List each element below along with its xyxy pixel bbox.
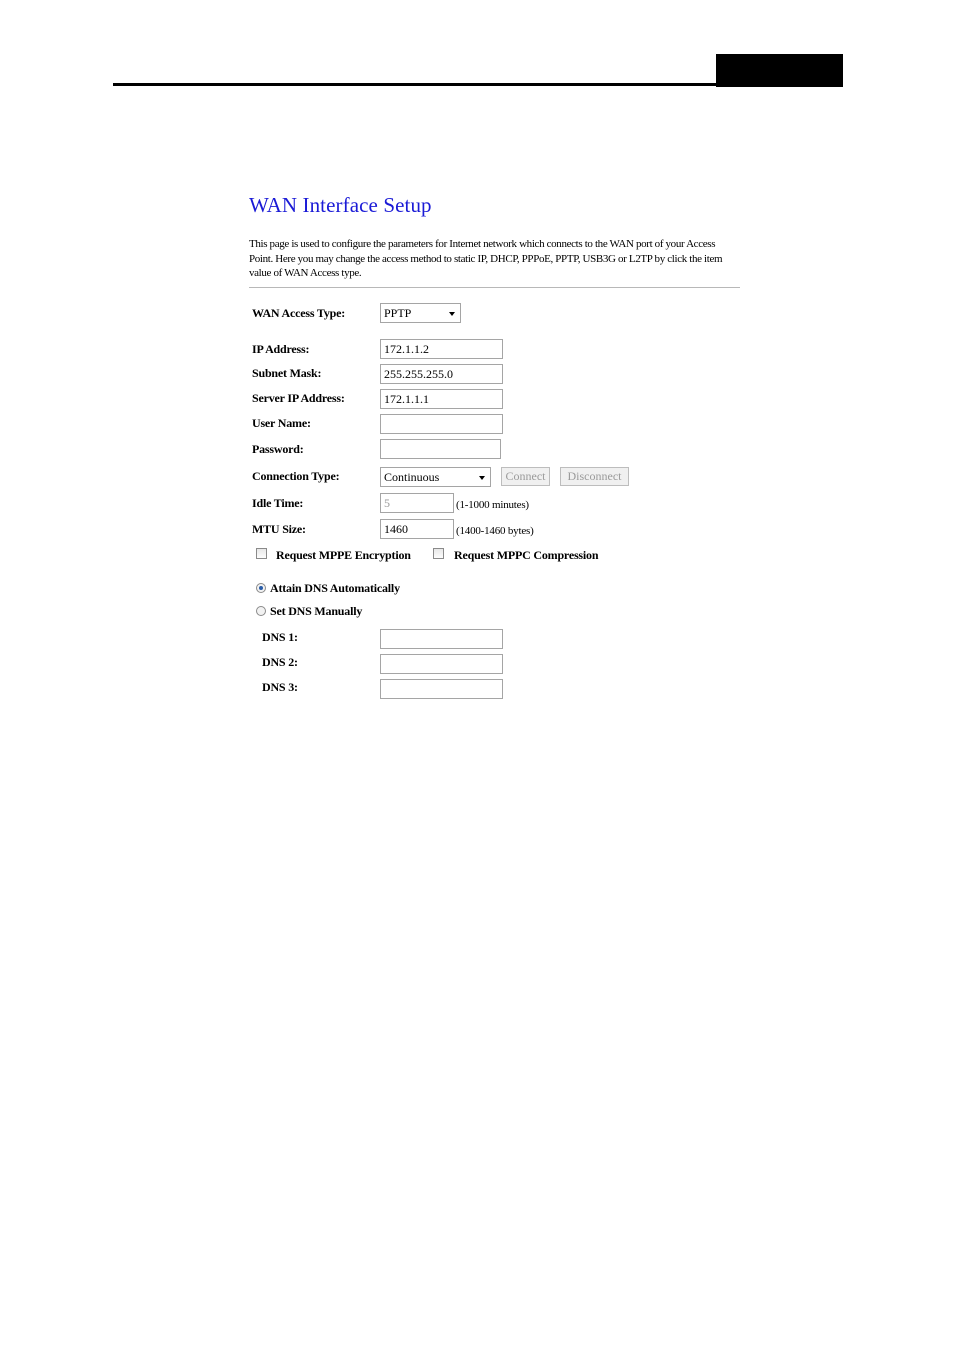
connection-type-select[interactable]: [380, 467, 491, 487]
password-input[interactable]: [380, 439, 501, 459]
server-ip-label: Server IP Address:: [252, 391, 345, 405]
mtu-size-label: MTU Size:: [252, 522, 306, 536]
server-ip-input[interactable]: 172.1.1.1: [380, 389, 503, 409]
dns2-input[interactable]: [380, 654, 503, 674]
connection-type-value: Continuous: [384, 470, 440, 484]
dropdown-arrow-icon: [479, 476, 485, 480]
mppc-checkbox[interactable]: [433, 548, 444, 559]
dns3-input[interactable]: [380, 679, 503, 699]
idle-time-input[interactable]: 5: [380, 493, 454, 513]
mtu-size-hint: (1400-1460 bytes): [456, 525, 534, 537]
header-rule: [113, 83, 716, 86]
mtu-size-input[interactable]: 1460: [380, 519, 454, 539]
ip-address-input[interactable]: 172.1.1.2: [380, 339, 503, 359]
ip-address-label: IP Address:: [252, 342, 310, 356]
header-block: [716, 54, 843, 87]
password-label: Password:: [252, 442, 304, 456]
dropdown-arrow-icon: [449, 312, 455, 316]
connection-type-label: Connection Type:: [252, 469, 340, 483]
dns1-input[interactable]: [380, 629, 503, 649]
idle-time-hint: (1-1000 minutes): [456, 499, 529, 511]
dns-manual-radio[interactable]: [256, 606, 266, 616]
wan-access-type-value: PPTP: [384, 306, 412, 320]
dns-manual-label: Set DNS Manually: [270, 604, 363, 618]
mppe-label: Request MPPE Encryption: [276, 548, 411, 562]
wan-access-type-label: WAN Access Type:: [252, 306, 346, 320]
subnet-mask-input[interactable]: 255.255.255.0: [380, 364, 503, 384]
divider: [249, 287, 740, 288]
wan-access-type-select[interactable]: [380, 303, 461, 323]
idle-time-label: Idle Time:: [252, 496, 304, 510]
user-name-label: User Name:: [252, 416, 311, 430]
dns-auto-radio[interactable]: [256, 583, 266, 593]
page-title: WAN Interface Setup: [249, 193, 432, 217]
mppc-label: Request MPPC Compression: [454, 548, 599, 562]
subnet-mask-label: Subnet Mask:: [252, 366, 322, 380]
dns-auto-label: Attain DNS Automatically: [270, 581, 400, 595]
dns1-label: DNS 1:: [262, 630, 298, 644]
connect-button[interactable]: Connect: [501, 467, 550, 486]
disconnect-button[interactable]: Disconnect: [560, 467, 629, 486]
user-name-input[interactable]: [380, 414, 503, 434]
dns3-label: DNS 3:: [262, 680, 298, 694]
dns2-label: DNS 2:: [262, 655, 298, 669]
mppe-checkbox[interactable]: [256, 548, 267, 559]
page-description: This page is used to configure the parameters for Internet network which connects to the WAN port of your Access Point. Here you may change the access method to static IP, DHCP, PPPoE, PPTP, USB3G or L2TP by click the item value of WAN Access type.: [249, 238, 723, 279]
